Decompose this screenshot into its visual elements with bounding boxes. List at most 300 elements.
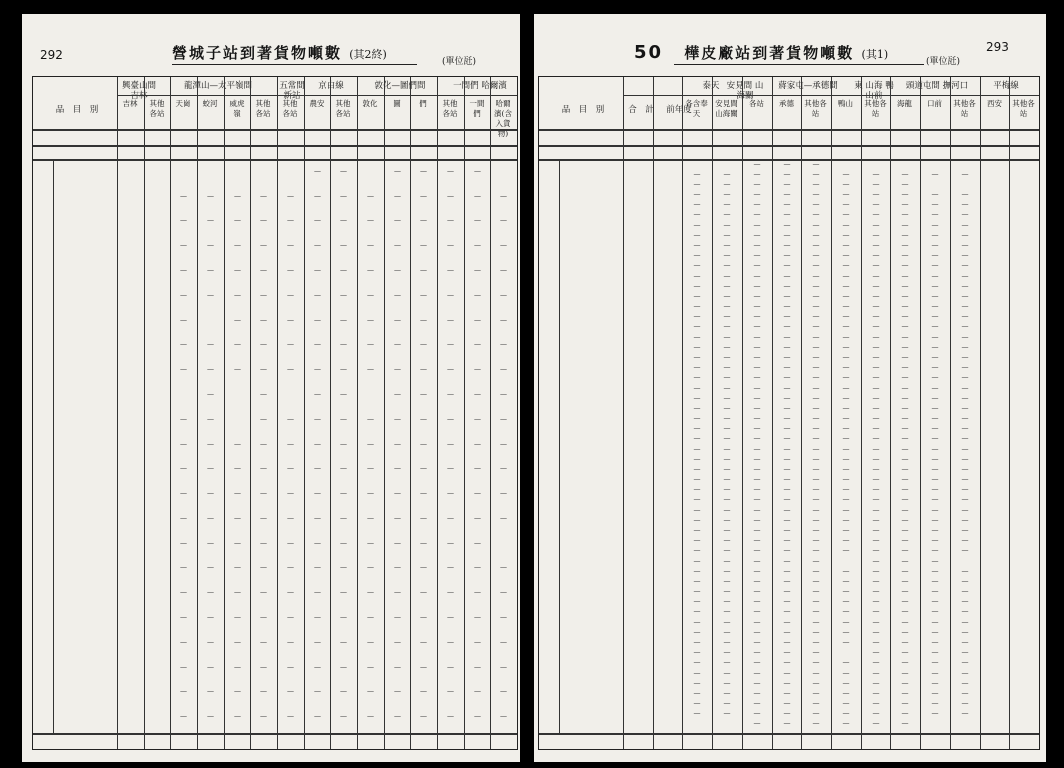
dash-right-3-7: — [842,169,850,178]
dash-right-38-8: — [872,526,880,535]
dash-left-6-7: — [314,266,321,275]
dash-right-7-7: — [842,210,850,219]
dash-right-11-10: — [931,251,939,260]
dash-right-16-10: — [931,302,939,311]
dash-right-24-7: — [842,383,850,392]
dash-right-11-3: — [723,251,731,260]
column-line-right-6 [801,77,802,749]
title-text-right: 樺皮廠站到著貨物噸數 [684,44,855,62]
dash-left-7-14: — [500,290,507,299]
dash-left-14-10: — [394,464,401,473]
header-group4-left: 京白線 [318,81,344,91]
dash-right-32-5: — [783,464,791,473]
dash-right-43-6: — [812,576,820,585]
dash-right-17-4: — [753,312,761,321]
dash-right-24-10: — [931,383,939,392]
dash-left-9-6: — [287,340,294,349]
dash-right-16-3: — [723,302,731,311]
dash-left-19-6: — [287,588,294,597]
dash-right-19-11: — [961,332,969,341]
dash-right-9-3: — [723,230,731,239]
dash-left-18-8: — [340,563,347,572]
column-header-right-7: 鴨山 [838,99,853,108]
unit-label-right: (單位瓩) [926,57,961,67]
dash-right-42-11: — [961,566,969,575]
dash-right-54-8: — [872,688,880,697]
dash-right-40-6: — [812,546,820,555]
column-header-left-4: 威虎嶺 [229,99,245,118]
dash-right-55-4: — [753,699,761,708]
dash-right-25-9: — [901,393,909,402]
dash-right-5-3: — [723,190,731,199]
dash-right-33-2: — [693,475,701,484]
table-right [538,76,1040,750]
dash-right-32-9: — [901,464,909,473]
dash-right-21-11: — [961,352,969,361]
dash-right-14-3: — [723,281,731,290]
dash-right-34-6: — [812,485,820,494]
dash-right-19-4: — [753,332,761,341]
dash-right-36-3: — [723,505,731,514]
page-number-right: 293 [986,40,1009,54]
dash-left-9-2: — [180,340,187,349]
dash-right-28-3: — [723,424,731,433]
dash-right-3-2: — [693,169,701,178]
row-sep-left-2 [33,159,517,161]
dash-right-39-11: — [961,536,969,545]
dash-right-4-5: — [783,179,791,188]
dash-right-3-8: — [872,169,880,178]
dash-right-17-8: — [872,312,880,321]
dash-right-39-6: — [812,536,820,545]
dash-right-40-10: — [931,546,939,555]
dash-right-41-2: — [693,556,701,565]
header-group1-right: 泰天 [702,81,720,91]
dash-right-16-11: — [961,302,969,311]
dash-left-22-6: — [287,662,294,671]
dash-right-12-9: — [901,261,909,270]
dash-right-29-10: — [931,434,939,443]
dash-left-2-10: — [394,166,401,175]
column-header-left-0: 吉林 [122,99,138,108]
dash-right-13-7: — [842,271,850,280]
dash-right-15-10: — [931,291,939,300]
dash-right-34-4: — [753,485,761,494]
dash-right-5-11: — [961,190,969,199]
column-line-right-5 [772,77,773,749]
dash-right-32-10: — [931,464,939,473]
dash-left-21-9: — [367,637,374,646]
dash-right-43-7: — [842,576,850,585]
column-line-left-3 [197,77,198,749]
dash-right-10-5: — [783,241,791,250]
dash-right-15-6: — [812,291,820,300]
dash-left-7-12: — [447,290,454,299]
dash-right-54-3: — [723,688,731,697]
dash-left-22-10: — [394,662,401,671]
dash-right-30-3: — [723,444,731,453]
dash-left-2-13: — [474,166,481,175]
dash-right-30-8: — [872,444,880,453]
dash-right-41-10: — [931,556,939,565]
dash-right-56-7: — [842,709,850,718]
column-line-left-8 [330,77,331,749]
dash-right-23-9: — [901,373,909,382]
dash-left-19-5: — [260,588,267,597]
dash-right-48-4: — [753,627,761,636]
dash-right-14-8: — [872,281,880,290]
subtitle-left: (其2終) [349,48,387,61]
dash-right-29-11: — [961,434,969,443]
dash-right-54-5: — [783,688,791,697]
dash-right-48-8: — [872,627,880,636]
dash-left-12-14: — [500,414,507,423]
dash-right-4-9: — [901,179,909,188]
dash-right-39-3: — [723,536,731,545]
dash-right-45-11: — [961,597,969,606]
dash-right-52-9: — [901,668,909,677]
dash-left-7-10: — [394,290,401,299]
dash-left-11-11: — [420,389,427,398]
dash-right-33-4: — [753,475,761,484]
dash-right-18-11: — [961,322,969,331]
dash-left-17-4: — [234,538,241,547]
header-group5-right: 頭道屯間 撫河口 [905,81,969,91]
dash-right-48-7: — [842,627,850,636]
dash-right-10-7: — [842,241,850,250]
dash-right-27-7: — [842,414,850,423]
dash-right-16-8: — [872,302,880,311]
dash-right-8-11: — [961,220,969,229]
dash-right-55-3: — [723,699,731,708]
header-mid-line-left [117,95,517,96]
dash-right-47-3: — [723,617,731,626]
dash-left-4-3: — [207,216,214,225]
dash-right-24-6: — [812,383,820,392]
dash-right-46-6: — [812,607,820,616]
dash-right-40-3: — [723,546,731,555]
dash-right-31-3: — [723,454,731,463]
dash-right-38-7: — [842,526,850,535]
dash-right-42-10: — [931,566,939,575]
dash-right-14-5: — [783,281,791,290]
dash-left-13-13: — [474,439,481,448]
dash-right-11-5: — [783,251,791,260]
dash-right-20-11: — [961,342,969,351]
dash-right-15-4: — [753,291,761,300]
dash-right-56-4: — [753,709,761,718]
dash-left-3-12: — [447,191,454,200]
dash-right-46-2: — [693,607,701,616]
dash-right-21-6: — [812,352,820,361]
dash-right-5-2: — [693,190,701,199]
dash-right-13-5: — [783,271,791,280]
dash-right-2-6: — [812,159,820,168]
dash-right-24-8: — [872,383,880,392]
dash-right-20-4: — [753,342,761,351]
dash-right-6-4: — [753,200,761,209]
dash-right-56-11: — [961,709,969,718]
dash-right-42-2: — [693,566,701,575]
dash-left-11-7: — [314,389,321,398]
dash-right-17-3: — [723,312,731,321]
dash-right-52-11: — [961,668,969,677]
column-line-right-12 [980,77,981,749]
dash-right-46-4: — [753,607,761,616]
dash-right-32-8: — [872,464,880,473]
dash-right-49-3: — [723,637,731,646]
dash-right-30-9: — [901,444,909,453]
dash-left-10-7: — [314,365,321,374]
dash-left-6-13: — [474,266,481,275]
dash-right-28-6: — [812,424,820,433]
dash-right-42-9: — [901,566,909,575]
dash-right-19-5: — [783,332,791,341]
dash-right-55-6: — [812,699,820,708]
dash-left-6-8: — [340,266,347,275]
column-header-right-3: 安見間山海關 [715,99,738,118]
dash-right-17-10: — [931,312,939,321]
dash-left-13-5: — [260,439,267,448]
dash-left-8-2: — [180,315,187,324]
dash-right-41-3: — [723,556,731,565]
dash-right-10-11: — [961,241,969,250]
dash-right-29-5: — [783,434,791,443]
dash-right-43-10: — [931,576,939,585]
column-header-left-5: 其他各站 [255,99,271,118]
dash-right-36-9: — [901,505,909,514]
dash-right-22-11: — [961,363,969,372]
dash-right-8-9: — [901,220,909,229]
dash-right-18-5: — [783,322,791,331]
dash-right-44-8: — [872,587,880,596]
dash-right-55-10: — [931,699,939,708]
dash-right-13-2: — [693,271,701,280]
dash-left-12-2: — [180,414,187,423]
dash-right-6-8: — [872,200,880,209]
dash-left-7-7: — [314,290,321,299]
dash-left-2-11: — [420,166,427,175]
dash-right-51-9: — [901,658,909,667]
dash-right-37-6: — [812,515,820,524]
dash-right-27-5: — [783,414,791,423]
dash-left-7-13: — [474,290,481,299]
dash-right-27-9: — [901,414,909,423]
dash-right-30-7: — [842,444,850,453]
dash-left-20-7: — [314,612,321,621]
title-underline-right [674,64,924,65]
dash-right-57-4: — [753,719,761,728]
dash-right-14-11: — [961,281,969,290]
dash-left-7-5: — [260,290,267,299]
dash-left-14-14: — [500,464,507,473]
dash-right-53-2: — [693,678,701,687]
dash-left-8-5: — [260,315,267,324]
dash-left-7-4: — [234,290,241,299]
dash-left-24-11: — [420,712,427,721]
dash-right-24-5: — [783,383,791,392]
dash-right-44-2: — [693,587,701,596]
dash-right-13-8: — [872,271,880,280]
dash-right-13-11: — [961,271,969,280]
dash-left-6-12: — [447,266,454,275]
dash-right-23-10: — [931,373,939,382]
dash-right-31-7: — [842,454,850,463]
dash-right-13-10: — [931,271,939,280]
dash-left-6-11: — [420,266,427,275]
dash-left-23-12: — [447,687,454,696]
subtitle-right: (其1) [861,48,889,61]
dash-left-18-3: — [207,563,214,572]
dash-right-11-4: — [753,251,761,260]
dash-right-38-2: — [693,526,701,535]
dash-left-22-14: — [500,662,507,671]
dash-right-19-7: — [842,332,850,341]
label-column-line-left [117,77,118,749]
dash-left-24-8: — [340,712,347,721]
dash-right-50-11: — [961,648,969,657]
dash-right-10-3: — [723,241,731,250]
dash-left-14-6: — [287,464,294,473]
dash-right-10-9: — [901,241,909,250]
dash-right-50-4: — [753,648,761,657]
dash-right-25-10: — [931,393,939,402]
dash-right-40-8: — [872,546,880,555]
dash-left-3-5: — [260,191,267,200]
dash-right-18-8: — [872,322,880,331]
dash-right-49-11: — [961,637,969,646]
column-line-right-1 [653,77,654,749]
page-number-left: 292 [40,48,63,62]
dash-right-28-7: — [842,424,850,433]
dash-right-39-8: — [872,536,880,545]
dash-left-12-7: — [314,414,321,423]
unit-label-left: (單位瓩) [442,57,477,67]
dash-right-23-4: — [753,373,761,382]
dash-right-7-6: — [812,210,820,219]
column-line-left-14 [490,77,491,749]
dash-right-53-9: — [901,678,909,687]
dash-right-8-5: — [783,220,791,229]
dash-left-15-5: — [260,489,267,498]
dash-right-44-11: — [961,587,969,596]
dash-left-14-2: — [180,464,187,473]
dash-left-17-11: — [420,538,427,547]
dash-left-24-12: — [447,712,454,721]
dash-right-29-8: — [872,434,880,443]
dash-left-24-4: — [234,712,241,721]
dash-left-9-5: — [260,340,267,349]
header-group6-right: 平梅線 [993,81,1019,91]
column-line-right-3 [712,77,713,749]
dash-left-10-14: — [500,365,507,374]
dash-right-6-10: — [931,200,939,209]
dash-right-45-4: — [753,597,761,606]
dash-right-33-5: — [783,475,791,484]
column-line-right-8 [861,77,862,749]
dash-right-51-5: — [783,658,791,667]
dash-right-16-2: — [693,302,701,311]
dash-right-41-5: — [783,556,791,565]
dash-left-15-7: — [314,489,321,498]
dash-right-52-2: — [693,668,701,677]
dash-right-23-5: — [783,373,791,382]
dash-left-4-10: — [394,216,401,225]
dash-right-54-9: — [901,688,909,697]
dash-left-18-2: — [180,563,187,572]
dash-right-47-4: — [753,617,761,626]
dash-left-17-10: — [394,538,401,547]
dash-right-33-8: — [872,475,880,484]
dash-right-24-11: — [961,383,969,392]
dash-left-14-7: — [314,464,321,473]
dash-right-37-5: — [783,515,791,524]
dash-right-45-10: — [931,597,939,606]
foot-sep-left [33,733,517,735]
dash-right-32-6: — [812,464,820,473]
dash-right-4-6: — [812,179,820,188]
dash-left-10-10: — [394,365,401,374]
dash-left-18-10: — [394,563,401,572]
dash-right-6-7: — [842,200,850,209]
dash-right-21-4: — [753,352,761,361]
dash-left-12-3: — [207,414,214,423]
dash-left-13-12: — [447,439,454,448]
dash-right-4-7: — [842,179,850,188]
dash-right-4-4: — [753,179,761,188]
dash-right-29-3: — [723,434,731,443]
dash-left-13-14: — [500,439,507,448]
foot-sep-right [539,733,1039,735]
dash-right-54-11: — [961,688,969,697]
dash-right-14-9: — [901,281,909,290]
dash-right-20-7: — [842,342,850,351]
header-bottom-line-left [33,129,517,131]
dash-left-3-3: — [207,191,214,200]
dash-right-32-3: — [723,464,731,473]
dash-right-33-10: — [931,475,939,484]
header-group4-right: 東 山海 鴨山前 [854,81,894,101]
dash-right-48-5: — [783,627,791,636]
header-prev-right: 前年度 [666,105,692,115]
dash-left-23-10: — [394,687,401,696]
dash-right-24-3: — [723,383,731,392]
dash-right-35-11: — [961,495,969,504]
dash-left-22-5: — [260,662,267,671]
dash-right-39-7: — [842,536,850,545]
dash-right-52-6: — [812,668,820,677]
dash-right-29-9: — [901,434,909,443]
dash-right-28-9: — [901,424,909,433]
dash-right-35-3: — [723,495,731,504]
dash-right-26-11: — [961,403,969,412]
dash-left-15-3: — [207,489,214,498]
dash-right-24-2: — [693,383,701,392]
dash-right-38-6: — [812,526,820,535]
dash-right-56-5: — [783,709,791,718]
dash-right-35-5: — [783,495,791,504]
header-group3-left: 五常間 新站 [279,81,305,101]
dash-right-22-9: — [901,363,909,372]
dash-right-7-10: — [931,210,939,219]
dash-right-38-10: — [931,526,939,535]
dash-left-4-8: — [340,216,347,225]
dash-left-5-14: — [500,241,507,250]
dash-right-47-10: — [931,617,939,626]
dash-right-27-2: — [693,414,701,423]
dash-right-55-11: — [961,699,969,708]
dash-right-57-7: — [842,719,850,728]
